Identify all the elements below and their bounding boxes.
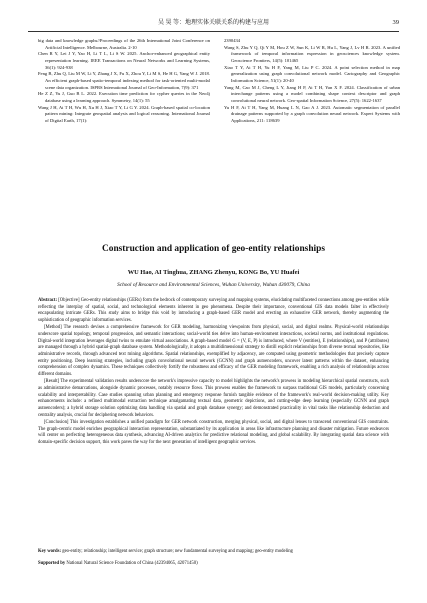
keywords-text: geo-entity; relationship; intelligent service; graph structure; new fundamental surveying and mapping; geo-entity modeling <box>62 549 293 554</box>
reference-item: Xiao T Y, Ai T H, Yu H F, Yang M, Liu P C. 2024. A point selection method in map generalization using graph convolutional network model. Cartography and Geographic Information Science, 51(1): 20-40 <box>224 64 400 83</box>
reference-item: Chen R Y, Lei J Y, Yao H, Li T L, Li S W. 2025. Anchor-enhanced geographical entity representation learning. IEEE Transactions on Neural Networks and Learning Systems, 36(1): 924-938 <box>38 51 210 70</box>
reference-list <box>28 38 399 234</box>
reference-column-left <box>38 38 210 125</box>
reference-item: Wang J H, Ai T H, Wu H, Xu H J, Xiao T Y, Li G Y. 2024. Graph-based spatial co-location pattern mining: Integrate geospatial analysis and logical reasoning. International Journal of Digital Earth, 17(1): <box>38 104 210 123</box>
abstract-conclusion: [Conclusion] This investigation establishes a unified paradigm for GER network construction, merging physical, social, and digital lenses to transcend conventional GIS constraints. The graph-centric model enriches geographical interaction representation, substantiated by its application in areas like infrastructure planning and disaster mitigation. Future endeavors will center on perfecting heterogeneous data synthesis, advancing AI-driven analytics for predictive relational modeling, and global scalability. By integrating spatial data science with domain-specific decision support, this work paves the way for the next generation of intelligent geographic services. <box>38 419 389 445</box>
page-number: 39 <box>392 19 399 26</box>
funding-label: Supported by <box>38 561 66 566</box>
article-title: Construction and application of geo-entity relationships <box>101 244 326 254</box>
abstract-label: Abstract: <box>38 298 58 303</box>
running-head <box>28 17 399 29</box>
abstract-objective-text: [Objective] Geo-entity relationships (GERs) form the bedrock of contemporary surveying and mapping systems, elucidating multifaceted connections among geo-entities while reflecting the interplay of spatial, social, and technological elements inherent in geo phenomena. Despite their importance, conventional GIS data models falter in effectively encapsulating intricate GERs. This study aims to bridge this void by introducing a graph-based GER model and erecting an exhaustive GER network, thereby augmenting the sophistication of geographic information services. <box>38 298 389 324</box>
author-list: WU Hao, AI Tinghua, ZHANG Zhenyu, KONG Bo, YU Huafei <box>127 269 300 276</box>
abstract <box>38 298 389 447</box>
reference-item: 2390434 <box>224 38 241 43</box>
reference-column-right <box>224 38 400 125</box>
reference-item: Feng B, Zhu Q, Liu M W, Li Y, Zhang J X, Fu X, Zhou Y, Li M S, He H G, Yang W J. 2018. An efficient graph-based spatio-temporal indexing method for task-oriented multi-modal scene data organization. ISPRS International Journal of Geo-Information, 7(9): 371 <box>38 71 210 90</box>
reference-item: Yang M, Cao M J, Cheng L Y, Jiang H P, Ai T H, Yan X F. 2024. Classification of urban interchange patterns using a model combining shape context descriptor and graph convolutional neural network. Geo-spatial Information Science, 27(5): 1622-1637 <box>224 84 400 103</box>
keywords <box>38 549 389 556</box>
abstract-method: [Method] The research devises a comprehensive framework for GER modeling, harmonizing viewpoints from physical, social, and digital realms. Physical-world relationships underscore spatial topology, temporal progression, and semantic interactions; social-world ties delve into human-environment interactions, societal norms, and institutional regulations. Digital-world integration leverages digital twins to emulate virtual associations. A graph-based model G = (V, E, P) is introduced, where V (entities), E (relationships), and P (attributes) are managed through a hybrid spatial-graph database system. Methodologically, it adopts a multidimensional strategy to distill explicit relationships from diverse textual repositories, like administrative records, through advanced text mining algorithms. Spatial relationships, exemplified by adjacency, are computed using geometric methodologies that precisely capture entity positioning. Deep learning strategies, including graph convolutional neural network (GCNN) and graph autoencoders, uncover latent patterns within the dataset, enhancing comprehension of complex dynamics. These techniques collectively fortify the robustness and efficacy of the GER modeling framework, enabling a rich analysis of relationships across different domains. <box>38 325 389 378</box>
abstract-result: [Result] The experimental validation results underscore the network's impressive capacity to model highlights the network's prowess in modeling hierarchical spatial constructs, such as administrative demarcations, alongside dynamic processes, notably resource flows. This prowess enables the framework to surpass traditional GIS models, particularly concerning scalability and interpretability. Case studies spanning urban planning and emergency response furnish tangible evidence of the framework's real-world decision-making utility. Key enhancements include: a refined multimodal extraction technique amalgamating textual data, geometric depictions, and cutting-edge deep learning (especially GCNN and graph autoencoders); a hybrid storage solution optimizing data handling via spatial and graph database synergy; and demonstrated practicality in vital tasks like relationship deduction and centrality analysis, crucial for deciphering network behaviors. <box>38 379 389 418</box>
affiliation: School of Resource and Environmental Sciences, Wuhan University, Wuhan 430079, China <box>117 282 310 288</box>
reference-item: big data and knowledge graphs//Proceedings of the 26th International Joint Conference on Artificial Intelligence. Melbourne, Australia. 2-10 <box>38 38 210 50</box>
funding-text: National Natural Science Foundation of China (42394065, 42071450) <box>66 561 198 566</box>
keywords-label: Key words: <box>38 549 62 554</box>
reference-item: Wang S, Zhu Y Q, Qi Y M, Hou Z W, Sun K, Li W R, Hu L, Yang J, Lv H R. 2023. A unified framework of temporal information expression in geosciences knowledge system. Geoscience Frontiers, 14(5): 101465 <box>224 44 400 63</box>
funding <box>38 561 389 568</box>
abstract-objective <box>38 298 389 325</box>
reference-item: He Z Z, Yu J, Guo B L. 2022. Execution time prediction for cypher queries in the Neo4j database using a learning approach. Symmetry, 14(1): 55 <box>38 91 210 103</box>
header-rule <box>28 31 399 32</box>
running-title: 吴 昊 等：地理实体关联关系的构建与应用 <box>157 20 269 26</box>
reference-item: Yu H F, Ai T H, Yang M, Huang L N, Gao A J. 2023. Automatic segmentation of parallel drainage patterns supported by a graph convolution neural network. Expert Systems with Applications, 211: 118639 <box>224 104 400 123</box>
